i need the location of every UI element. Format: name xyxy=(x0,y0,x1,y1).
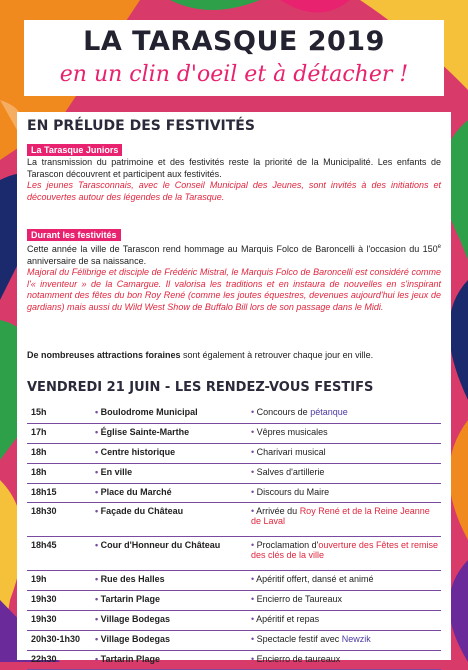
row-event xyxy=(247,630,441,650)
row-event-highlight: pétanque xyxy=(310,407,348,417)
row-event xyxy=(247,444,441,464)
table-row xyxy=(27,630,441,650)
row-place xyxy=(91,650,247,670)
content-panel xyxy=(17,112,451,664)
row-time xyxy=(27,611,91,631)
row-time-text: 20h30-1h30 xyxy=(31,633,81,644)
row-time-text: 18h15 xyxy=(31,486,57,497)
bullet-icon: • xyxy=(95,574,101,585)
row-place xyxy=(91,591,247,611)
row-time-text: 18h xyxy=(31,466,47,477)
row-event xyxy=(247,611,441,631)
prelude-heading: EN PRÉLUDE DES FESTIVITÉS xyxy=(27,118,255,134)
row-place xyxy=(91,463,247,483)
row-event-text: Spectacle festif avec xyxy=(256,633,342,644)
row-event xyxy=(247,503,441,537)
during-text-italic: Majoral du Félibrige et disciple de Frédéric Mistral, le Marquis Folco de Baroncelli est considéré comme l'« inventeur » de la Camargue. Il valorisa les traditions et en instaura de nouvelles en s'inspirant notamment des fêtes du bon Roy René (comme les joutes équestres, devenues aujourd'hui les jeux de gardians) mais aussi du Wild West Show de Buffalo Bill lors de son passage dans le Midi. xyxy=(27,267,441,312)
row-event-text: Arrivée du xyxy=(256,506,300,517)
row-place xyxy=(91,503,247,537)
row-event xyxy=(247,650,441,670)
row-event-text: Encierro de Taureaux xyxy=(256,594,343,605)
row-time xyxy=(27,630,91,650)
row-time-text: 22h30 xyxy=(31,653,57,664)
row-event xyxy=(247,404,441,424)
bullet-icon: • xyxy=(95,506,101,517)
bullet-icon: • xyxy=(95,447,101,458)
row-event xyxy=(247,537,441,571)
table-row xyxy=(27,650,441,670)
during-text-sup: e xyxy=(437,244,441,250)
page-title: LA TARASQUE 2019 xyxy=(83,26,385,57)
row-time xyxy=(27,424,91,444)
bullet-icon: • xyxy=(251,466,257,477)
during-text-a: Cette année la ville de Tarascon rend hommage au Marquis Folco de Baroncelli à l'occasion du 150 xyxy=(27,244,438,254)
row-place-text: Boulodrome Municipal xyxy=(100,407,198,417)
row-time-text: 19h30 xyxy=(31,614,57,625)
row-time xyxy=(27,537,91,571)
bullet-icon: • xyxy=(251,407,257,417)
table-row xyxy=(27,463,441,483)
juniors-text xyxy=(27,157,441,203)
bullet-icon: • xyxy=(251,506,257,517)
bullet-icon: • xyxy=(251,653,257,664)
juniors-text-italic: Les jeunes Tarasconnais, avec le Conseil Municipal des Jeunes, sont invités à des initiations et découvertes autour des légendes de la Tarasque. xyxy=(27,180,441,202)
bullet-icon: • xyxy=(251,447,257,458)
row-place-text: En ville xyxy=(100,466,133,477)
bullet-icon: • xyxy=(95,407,101,417)
row-event-text: Vêpres musicales xyxy=(256,427,328,438)
bullet-icon: • xyxy=(95,427,101,438)
friday-schedule xyxy=(27,404,441,670)
during-text-b: anniversaire de sa naissance. xyxy=(27,255,147,266)
table-row xyxy=(27,424,441,444)
bullet-icon: • xyxy=(95,633,101,644)
row-event-text: Concours de xyxy=(256,407,311,417)
title-box xyxy=(24,20,444,96)
table-row xyxy=(27,537,441,571)
row-time-text: 18h xyxy=(31,447,47,458)
bullet-icon: • xyxy=(251,614,257,625)
bullet-icon: • xyxy=(95,653,101,664)
bullet-icon: • xyxy=(251,540,257,551)
row-place-text: Église Sainte-Marthe xyxy=(100,427,190,438)
row-event-highlight: ouverture des Fêtes et remise des clés de la ville xyxy=(251,540,438,561)
bullet-icon: • xyxy=(95,540,101,551)
table-row xyxy=(27,483,441,503)
juniors-tag: La Tarasque Juniors xyxy=(27,144,122,156)
page-subtitle: en un clin d'oeil et à détacher ! xyxy=(59,62,409,87)
row-place xyxy=(91,630,247,650)
row-time xyxy=(27,463,91,483)
row-time-text: 18h30 xyxy=(31,506,57,517)
bullet-icon: • xyxy=(95,486,101,497)
attractions-rest: sont également à retrouver chaque jour en ville. xyxy=(180,350,374,360)
bullet-icon: • xyxy=(251,427,257,438)
row-time xyxy=(27,503,91,537)
row-event xyxy=(247,483,441,503)
row-place xyxy=(91,424,247,444)
juniors-text-body: La transmission du patrimoine et des festivités reste la priorité de la Municipalité. Les enfants de Tarascon découvrent et participent aux festivités. xyxy=(27,157,441,179)
bullet-icon: • xyxy=(251,574,257,585)
row-time xyxy=(27,650,91,670)
row-place-text: Village Bodegas xyxy=(100,633,171,644)
table-row xyxy=(27,611,441,631)
table-row xyxy=(27,404,441,424)
row-place-text: Tartarin Plage xyxy=(100,653,161,664)
table-row xyxy=(27,444,441,464)
row-time xyxy=(27,591,91,611)
bullet-icon: • xyxy=(251,633,257,644)
row-event-text: Apéritif et repas xyxy=(256,614,320,625)
row-time-text: 18h45 xyxy=(31,540,57,551)
during-text xyxy=(27,242,441,313)
row-place xyxy=(91,537,247,571)
row-time xyxy=(27,571,91,591)
row-time xyxy=(27,444,91,464)
row-time-text: 17h xyxy=(31,427,47,438)
row-time-text: 15h xyxy=(31,407,47,417)
row-place xyxy=(91,571,247,591)
row-event-text: Apéritif offert, dansé et animé xyxy=(256,574,374,585)
row-place-text: Cour d'Honneur du Château xyxy=(100,540,221,551)
row-event xyxy=(247,424,441,444)
row-place-text: Façade du Château xyxy=(100,506,184,517)
row-place xyxy=(91,611,247,631)
table-row xyxy=(27,591,441,611)
table-row xyxy=(27,571,441,591)
row-place-text: Place du Marché xyxy=(100,486,172,497)
row-event-highlight: Newzik xyxy=(341,633,371,644)
bullet-icon: • xyxy=(95,614,101,625)
row-event-text: Charivari musical xyxy=(256,447,326,458)
attractions-bold: De nombreuses attractions foraines xyxy=(27,350,181,360)
table-row xyxy=(27,503,441,537)
row-place xyxy=(91,483,247,503)
row-event xyxy=(247,463,441,483)
row-place-text: Rue des Halles xyxy=(100,574,165,585)
row-event xyxy=(247,591,441,611)
row-event xyxy=(247,571,441,591)
row-time xyxy=(27,404,91,424)
row-event-highlight: Roy René et de la Reine Jeanne de Laval xyxy=(251,506,430,527)
bullet-icon: • xyxy=(95,466,101,477)
row-place xyxy=(91,404,247,424)
row-time xyxy=(27,483,91,503)
row-place-text: Tartarin Plage xyxy=(100,594,161,605)
row-place-text: Village Bodegas xyxy=(100,614,171,625)
row-time-text: 19h30 xyxy=(31,594,57,605)
row-time-text: 19h xyxy=(31,574,47,585)
row-event-text: Proclamation d' xyxy=(256,540,319,551)
row-event-text: Salves d'artillerie xyxy=(256,466,325,477)
row-place xyxy=(91,444,247,464)
bullet-icon: • xyxy=(95,594,101,605)
row-place-text: Centre historique xyxy=(100,447,176,458)
bullet-icon: • xyxy=(251,486,257,497)
during-tag: Durant les festivités xyxy=(27,229,121,241)
bullet-icon: • xyxy=(251,594,257,605)
friday-heading: VENDREDI 21 JUIN - LES RENDEZ-VOUS FESTIFS xyxy=(27,380,374,395)
row-event-text: Discours du Maire xyxy=(256,486,330,497)
row-event-text: Encierro de taureaux xyxy=(256,653,341,664)
attractions-text xyxy=(27,350,441,362)
